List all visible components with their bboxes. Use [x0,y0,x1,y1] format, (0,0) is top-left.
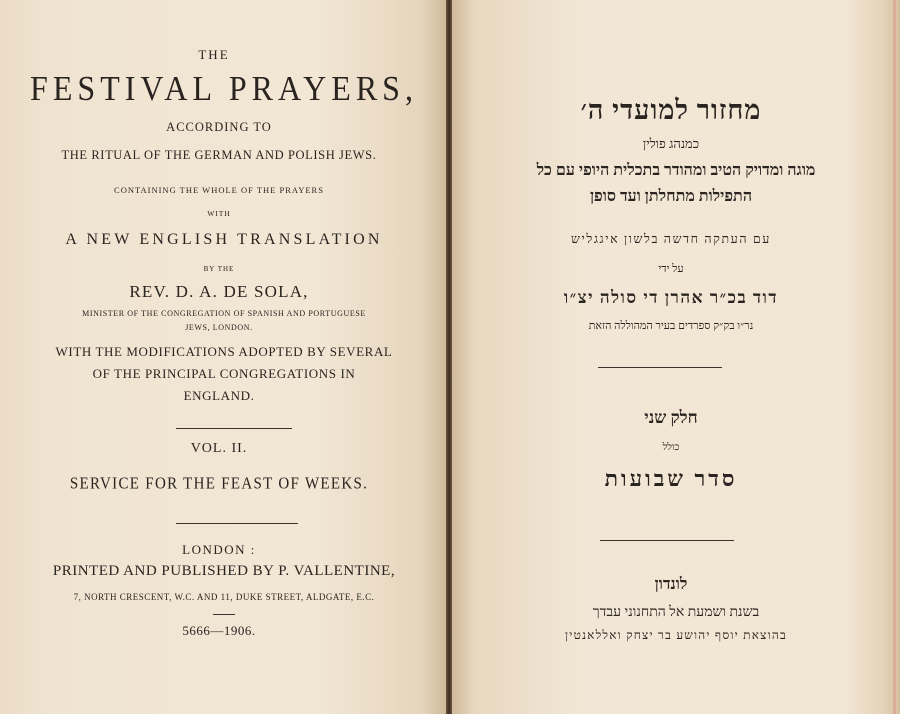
page-edge-stain [893,0,896,714]
modifications-line-1: WITH THE MODIFICATIONS ADOPTED BY SEVERAL [55,344,393,359]
imprint-city: LONDON : [182,542,256,557]
imprint-address: 7, NORTH CRESCENT, W.C. AND 11, DUKE STREET, ALDGATE, E.C. [73,592,375,602]
with-line: WITH [207,209,231,218]
book-title: FESTIVAL PRAYERS, [30,68,418,108]
hebrew-contains-label: כולל [662,442,680,453]
hebrew-translation-line: עם העתקה חדשה בלשון איגגליש [571,232,771,246]
by-the-line: BY THE [203,265,235,273]
volume-label: VOL. II. [190,441,248,456]
divider-rule-upper [176,428,292,429]
containing-line: CONTAINING THE WHOLE OF THE PRAYERS [114,185,324,195]
hebrew-description-line-1: מוגה ומדויק הטיב ומהודר בתכלית היופי עם כל [536,162,816,179]
modifications-line-3: ENGLAND. [183,388,255,403]
short-rule [213,614,235,615]
hebrew-description-line-2: התפילות מתחלתן ועד סופן [589,188,753,205]
left-title-page [0,0,448,714]
minister-line-2: JEWS, LONDON. [185,323,253,332]
minister-line-1: MINISTER OF THE CONGREGATION OF SPANISH AND PORTUGUESE [82,309,366,318]
title-article: THE [198,47,230,62]
hebrew-imprint-publisher: בהוצאת יוסף יהושע בר יצחק ואללאנטין [565,628,787,642]
service-title: SERVICE FOR THE FEAST OF WEEKS. [69,475,369,493]
translation-line: A NEW ENGLISH TRANSLATION [65,231,383,248]
hebrew-divider-upper [598,367,722,368]
divider-rule-lower [176,523,298,524]
hebrew-by-line: על ידי [658,263,684,275]
hebrew-author: דוד בכ״ר אהרן די סולה יצ״ו [563,288,779,307]
hebrew-part-label: חלק שני [644,408,698,427]
hebrew-imprint-year: בשנת ושמעת אל התחנוני עבדך [592,605,760,620]
hebrew-divider-lower [600,540,734,541]
right-title-page [452,0,900,714]
hebrew-seder-title: סדר שבועות [604,466,738,491]
ritual-line: THE RITUAL OF THE GERMAN AND POLISH JEWS. [61,148,377,162]
author-name: REV. D. A. DE SOLA, [129,282,309,301]
imprint-year: 5666—1906. [182,623,256,638]
hebrew-title: מחזור למועדי ה׳ [580,95,762,125]
hebrew-minhag: כמנהג פולין [642,136,700,151]
modifications-line-2: OF THE PRINCIPAL CONGREGATIONS IN [92,366,356,381]
according-to-line: ACCORDING TO [166,120,272,134]
imprint-publisher: PRINTED AND PUBLISHED BY P. VALLENTINE, [52,563,396,579]
hebrew-minister-line: נר״ו בק״ק ספרדים בעיר המהוללה הזאת [588,320,754,332]
hebrew-imprint-city: לונדון [654,576,688,593]
